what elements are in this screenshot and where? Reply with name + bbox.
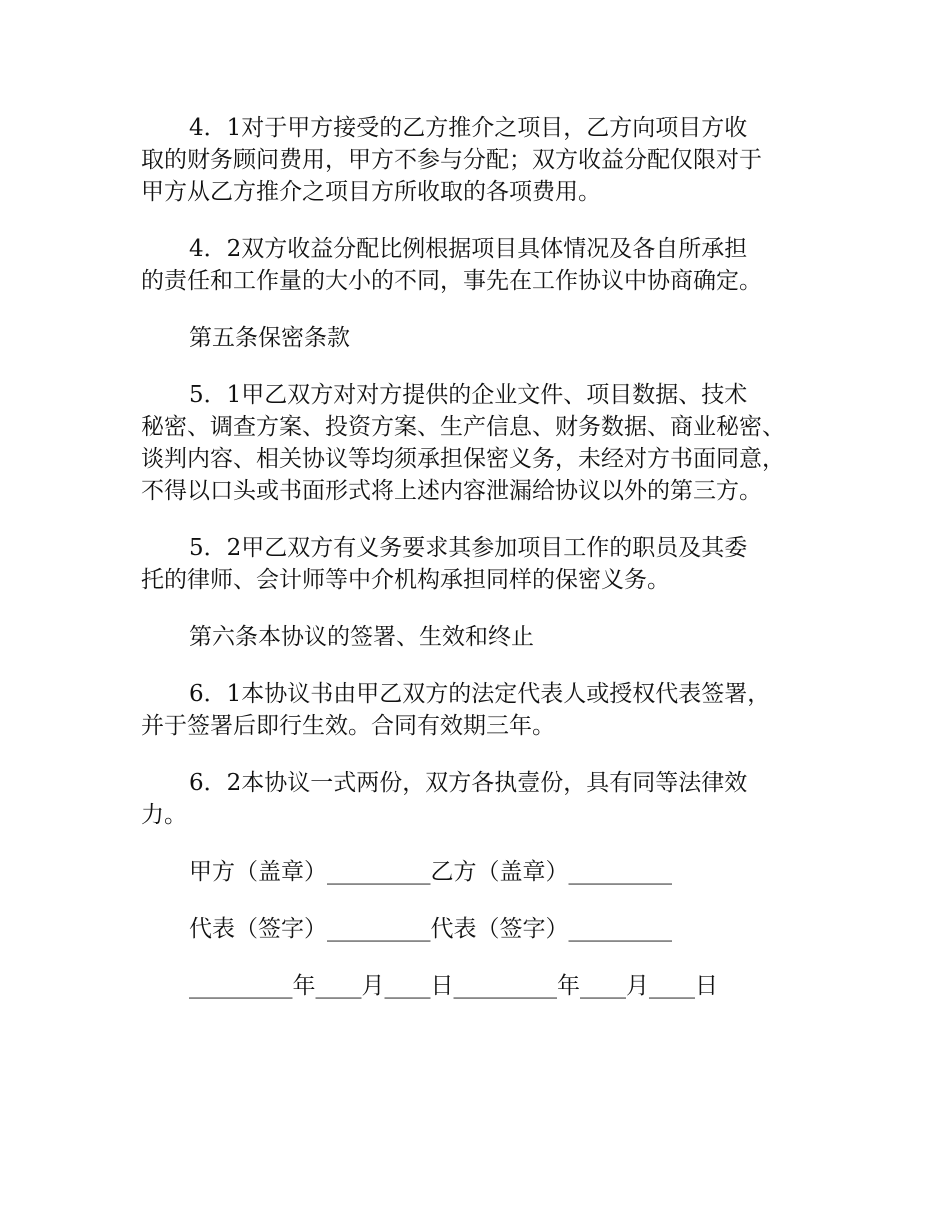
clause-5-1 [141,379,821,507]
document-page [141,112,821,1027]
clause-6-2-line-2: 力。 [141,802,187,828]
clause-5-2-line-2: 托的律师、会计师等中介机构承担同样的保密义务。 [141,567,670,593]
clause-5-2-line-1: 5．2甲乙双方有义务要求其参加项目工作的职员及其委 [189,535,748,561]
clause-5-1-line-4: 不得以口头或书面形式将上述内容泄漏给协议以外的第三方。 [141,478,762,504]
clause-4-1-line-2: 取的财务顾问费用，甲方不参与分配；双方收益分配仅限对于 [141,147,762,173]
article-5-heading: 第五条保密条款 [189,325,350,351]
clause-4-1-line-3: 甲方从乙方推介之项目方所收取的各项费用。 [141,179,601,205]
clause-6-1 [141,678,821,742]
clause-6-1-line-2: 并于签署后即行生效。合同有效期三年。 [141,713,555,739]
clause-4-1-line-1: 4．1对于甲方接受的乙方推介之项目，乙方向项目方收 [189,115,748,141]
seal-signature-line: 甲方（盖章）_________乙方（盖章）_________ [189,859,672,885]
article-6-heading: 第六条本协议的签署、生效和终止 [189,624,534,650]
clause-4-2-line-2: 的责任和工作量的大小的不同，事先在工作协议中协商确定。 [141,268,762,294]
clause-5-1-line-2: 秘密、调查方案、投资方案、生产信息、财务数据、商业秘密、 [141,414,785,440]
clause-6-2 [141,767,821,831]
clause-6-2-line-1: 6．2本协议一式两份，双方各执壹份，具有同等法律效 [189,770,748,796]
representative-signature-line: 代表（签字）_________代表（签字）_________ [189,916,672,942]
clause-6-1-line-1: 6．1本协议书由甲乙双方的法定代表人或授权代表签署， [189,681,771,707]
clause-4-2-line-1: 4．2双方收益分配比例根据项目具体情况及各自所承担 [189,236,748,262]
clause-5-1-line-3: 谈判内容、相关协议等均须承担保密义务，未经对方书面同意， [141,446,785,472]
clause-4-2 [141,233,821,297]
clause-5-1-line-1: 5．1甲乙双方对对方提供的企业文件、项目数据、技术 [189,382,748,408]
clause-5-2 [141,532,821,596]
date-signature-line: _________年____月____日_________年____月____日 [189,973,718,999]
clause-4-1 [141,112,821,208]
